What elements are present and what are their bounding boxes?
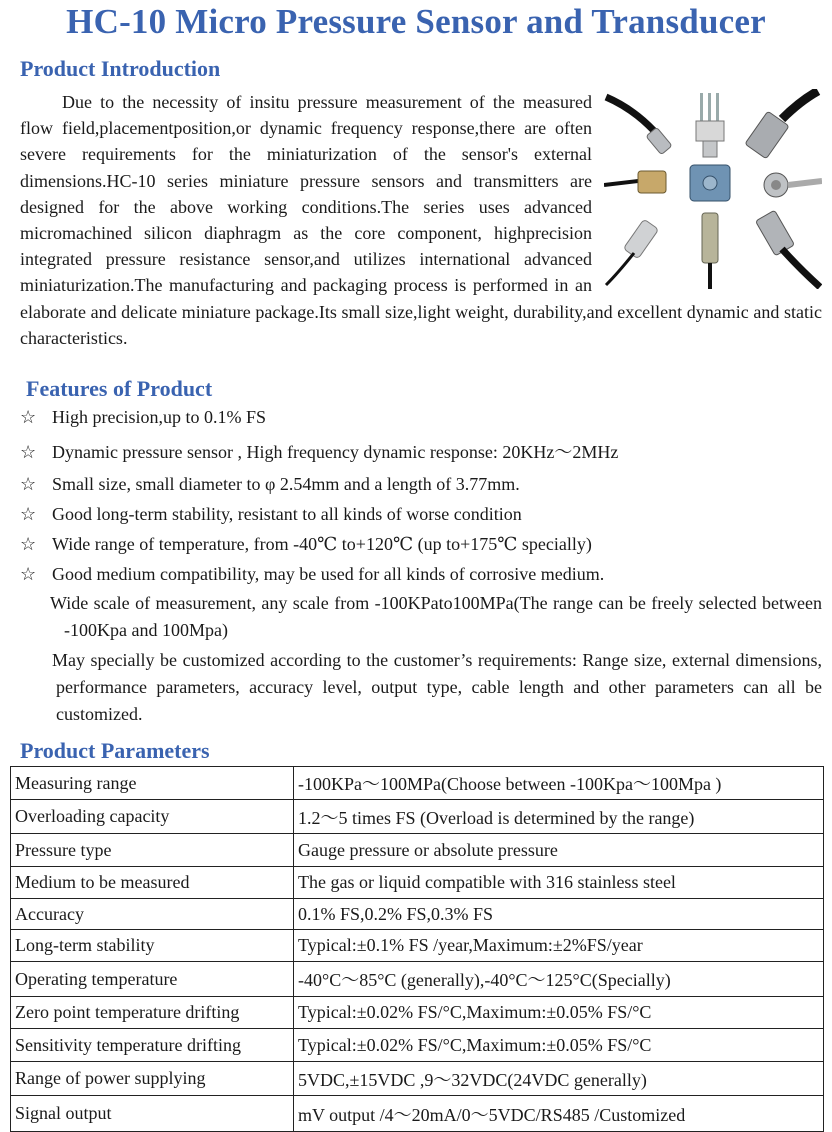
parameter-value: -40°C～85°C (generally),-40°C～125°C(Specially) [294,962,824,997]
intro-paragraph [20,89,822,351]
star-icon: ☆ [20,474,37,494]
parameter-row [11,962,824,997]
intro-heading: Product Introduction [20,56,221,81]
parameter-row [11,800,824,834]
parameter-name: Operating temperature [11,962,294,997]
parameter-row [11,834,824,867]
parameter-name: Long-term stability [11,930,294,962]
parameter-name: Pressure type [11,834,294,867]
star-icon: ☆ [20,564,37,584]
parameter-name: Overloading capacity [11,800,294,834]
feature-item: Wide scale of measurement, any scale from -100KPato100MPa(The range can be freely selected between -100Kpa and 100Mpa) [20,590,822,644]
parameter-name: Measuring range [11,767,294,800]
parameter-value: Gauge pressure or absolute pressure [294,834,824,867]
parameter-name: Sensitivity temperature drifting [11,1029,294,1062]
star-icon: ☆ [20,504,37,524]
parameter-row [11,767,824,800]
feature-item: ☆ Good medium compatibility, may be used for all kinds of corrosive medium. [20,561,822,588]
star-icon [20,647,52,674]
parameter-value: 0.1% FS,0.2% FS,0.3% FS [294,899,824,930]
product-photo-collage [604,89,822,289]
star-icon: ☆ [20,407,37,427]
feature-item: ☆ High precision,up to 0.1% FS [20,404,822,431]
parameter-row [11,867,824,899]
parameters-heading: Product Parameters [20,738,210,763]
star-icon [20,590,50,617]
parameter-name: Accuracy [11,899,294,930]
parameter-name: Medium to be measured [11,867,294,899]
parameter-row [11,1029,824,1062]
feature-item: ☆ Dynamic pressure sensor , High frequency dynamic response: 20KHz～2MHz [20,439,822,466]
parameter-name: Zero point temperature drifting [11,997,294,1029]
parameter-value: 1.2～5 times FS (Overload is determined by the range) [294,800,824,834]
parameter-row [11,1096,824,1132]
parameter-row [11,1062,824,1096]
intro-text: Due to the necessity of insitu pressure measurement of the measured flow field,placementposition,or dynamic frequency response,there are often severe requirements for the miniaturization of the sensor's external dimensions.HC-10 series miniature pressure sensors and transmitters are designed for the above working conditions.The series uses advanced micromachined silicon diaphragm as the core component, highprecision integrated pressure resistance sensor,and utilizes international advanced miniaturization.The manufacturing and packaging process is performed in an elaborate and delicate miniature package.Its small size,light weight, durability,and excellent dynamic and static characteristics. [20,92,822,348]
parameter-name: Signal output [11,1096,294,1132]
parameter-name: Range of power supplying [11,1062,294,1096]
page-title: HC-10 Micro Pressure Sensor and Transducer [66,2,766,41]
parameter-row [11,899,824,930]
feature-item: ☆ Good long-term stability, resistant to all kinds of worse condition [20,501,822,528]
parameter-value: Typical:±0.02% FS/°C,Maximum:±0.05% FS/°C [294,1029,824,1062]
feature-item: May specially be customized according to the customer’s requirements: Range size, external dimensions, performance parameters, accuracy level, output type, cable length and other parameters can all be customized. [20,647,822,728]
feature-item: ☆ Small size, small diameter to φ 2.54mm and a length of 3.77mm. [20,471,822,498]
parameter-value: Typical:±0.1% FS /year,Maximum:±2%FS/year [294,930,824,962]
feature-item: ☆ Wide range of temperature, from -40℃ to+120℃ (up to+175℃ specially) [20,531,822,558]
parameter-row [11,930,824,962]
star-icon: ☆ [20,534,37,554]
parameters-table [10,766,824,1132]
parameter-value: mV output /4～20mA/0～5VDC/RS485 /Customized [294,1096,824,1132]
star-icon: ☆ [20,442,37,462]
parameter-value: 5VDC,±15VDC ,9～32VDC(24VDC generally) [294,1062,824,1096]
parameter-row [11,997,824,1029]
parameter-value: -100KPa～100MPa(Choose between -100Kpa～100Mpa ) [294,767,824,800]
parameter-value: Typical:±0.02% FS/°C,Maximum:±0.05% FS/°C [294,997,824,1029]
features-heading: Features of Product [26,376,213,401]
parameter-value: The gas or liquid compatible with 316 stainless steel [294,867,824,899]
